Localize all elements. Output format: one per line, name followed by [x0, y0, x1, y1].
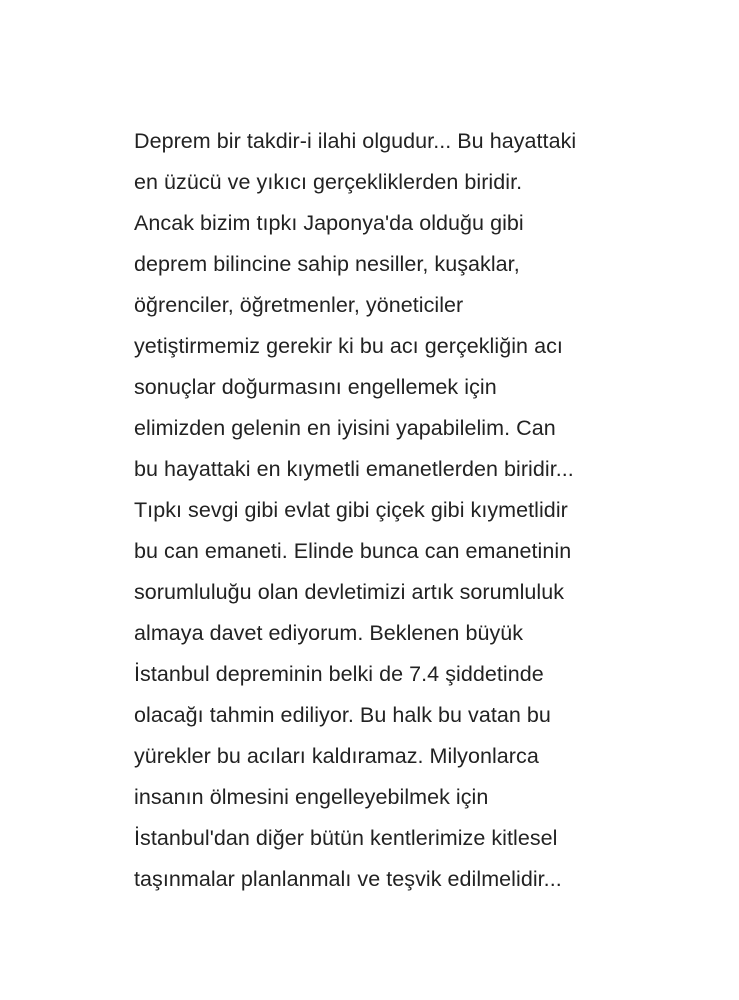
text-line-4: deprem bilincine sahip nesiller, kuşaklar, [134, 252, 520, 276]
body-text [134, 121, 694, 900]
text-line-13: almaya davet ediyorum. Beklenen büyük [134, 621, 524, 645]
text-line-10: Tıpkı sevgi gibi evlat gibi çiçek gibi kıymetlidir [134, 498, 568, 522]
text-line-14: İstanbul depreminin belki de 7.4 şiddetinde [134, 662, 544, 686]
text-line-12: sorumluluğu olan devletimizi artık sorumluluk [134, 580, 565, 604]
text-line-19: taşınmalar planlanmalı ve teşvik edilmelidir... [134, 867, 562, 891]
text-line-3: Ancak bizim tıpkı Japonya'da olduğu gibi [134, 211, 524, 235]
text-line-17: insanın ölmesini engelleyebilmek için [134, 785, 489, 809]
text-line-9: bu hayattaki en kıymetli emanetlerden biridir... [134, 457, 574, 481]
text-line-8: elimizden gelenin en iyisini yapabilelim. Can [134, 416, 556, 440]
text-line-15: olacağı tahmin ediliyor. Bu halk bu vatan bu [134, 703, 551, 727]
text-line-18: İstanbul'dan diğer bütün kentlerimize kitlesel [134, 826, 558, 850]
text-line-16: yürekler bu acıları kaldıramaz. Milyonlarca [134, 744, 539, 768]
text-line-7: sonuçlar doğurmasını engellemek için [134, 375, 497, 399]
text-line-11: bu can emaneti. Elinde bunca can emanetinin [134, 539, 572, 563]
text-line-2: en üzücü ve yıkıcı gerçekliklerden biridir. [134, 170, 523, 194]
text-line-6: yetiştirmemiz gerekir ki bu acı gerçekliğin acı [134, 334, 563, 358]
text-line-5: öğrenciler, öğretmenler, yöneticiler [134, 293, 464, 317]
text-line-1: Deprem bir takdir-i ilahi olgudur... Bu hayattaki [134, 129, 577, 153]
